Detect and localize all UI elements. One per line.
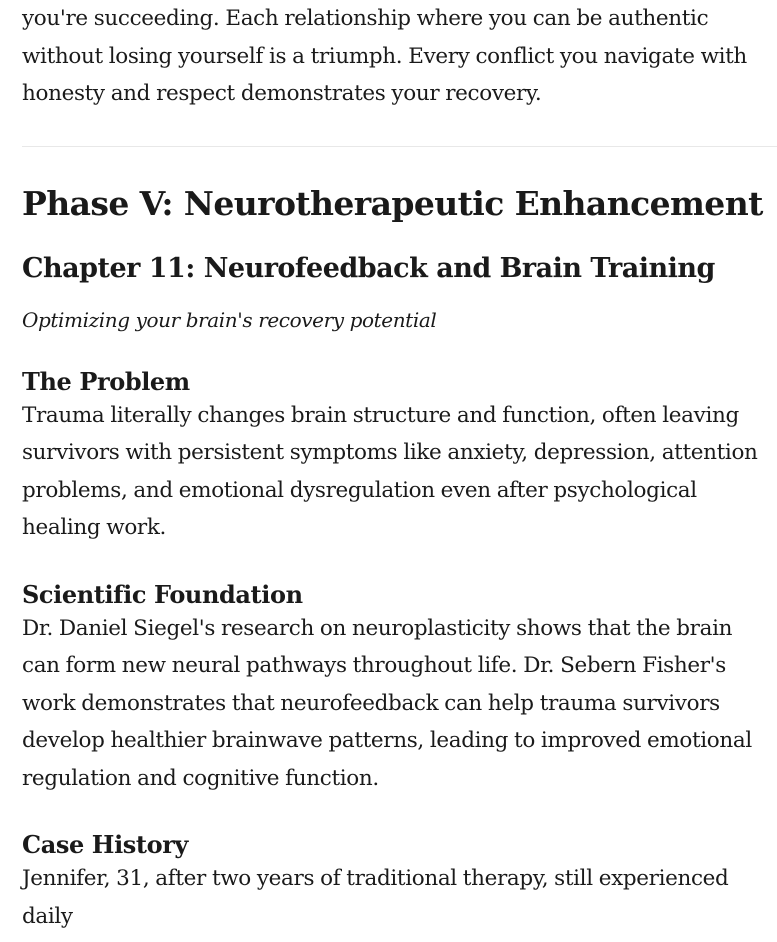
section-heading-problem: The Problem xyxy=(22,366,190,396)
phase-heading: Phase V: Neurotherapeutic Enhancement xyxy=(22,183,763,223)
section-divider xyxy=(22,146,777,147)
section-body-problem: Trauma literally changes brain structure and function, often leaving survivors with persistent symptoms like anxiety, depression, attention problems, and emotional dysregulation even after psychological healing work. xyxy=(22,402,758,540)
intro-paragraph: you're succeeding. Each relationship where you can be authentic without losing yourself is a triumph. Every conflict you navigate with honesty and respect demonstrates your recovery. xyxy=(22,6,747,106)
chapter-heading: Chapter 11: Neurofeedback and Brain Training xyxy=(22,252,715,284)
section-body-case-history: Jennifer, 31, after two years of traditional therapy, still experienced daily xyxy=(22,866,729,929)
chapter-subtitle: Optimizing your brain's recovery potential xyxy=(22,307,437,332)
section-heading-case-history: Case History xyxy=(22,830,188,859)
section-heading-scientific-foundation: Scientific Foundation xyxy=(22,579,303,609)
section-body-scientific-foundation: Dr. Daniel Siegel's research on neuroplasticity shows that the brain can form new neural pathways throughout life. Dr. Sebern Fisher's work demonstrates that neurofeedback can help trauma survivors develop healthier brainwave patterns, leading to improved emotional regulation and cognitive function. xyxy=(22,615,752,791)
article-content xyxy=(22,0,774,935)
